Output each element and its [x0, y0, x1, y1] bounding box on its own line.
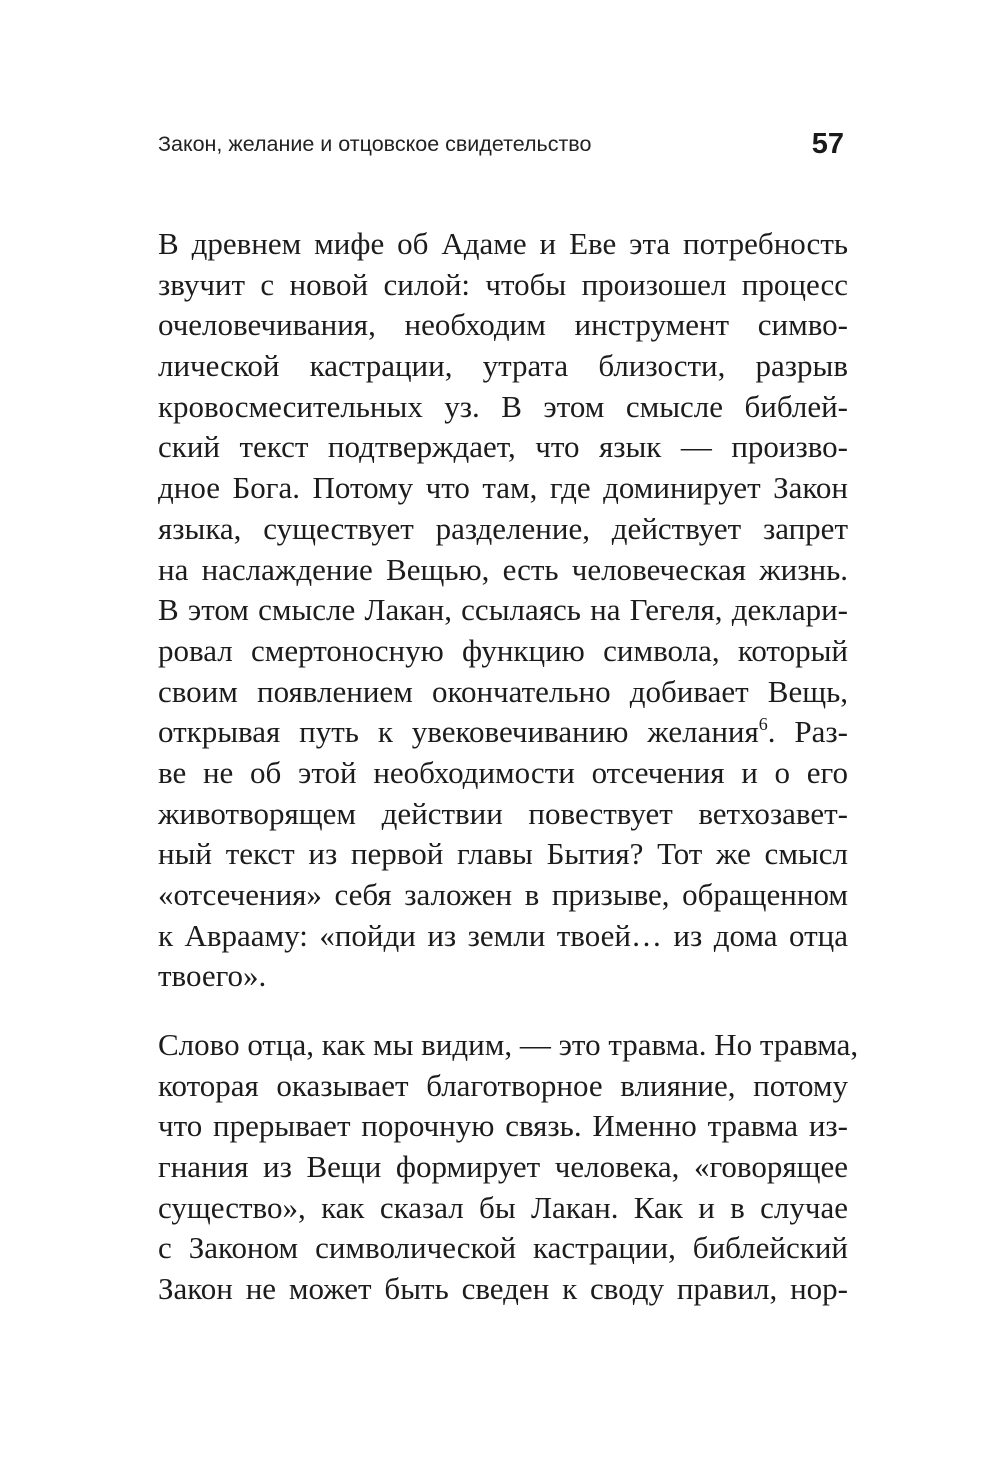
- paragraph-2: [158, 1025, 859, 1310]
- text-line: существо», как сказал бы Лакан. Как и в случае: [158, 1189, 848, 1225]
- text-line-with-footnote: [158, 712, 848, 753]
- footnote-reference: 6: [758, 714, 768, 735]
- text-line: очеловечивания, необходим инструмент симво-: [158, 307, 848, 343]
- text-line: кровосмесительных уз. В этом смысле библей-: [158, 388, 848, 424]
- text-line: ский текст подтверждает, что язык — произво-: [158, 429, 848, 465]
- text-line: которая оказывает благотворное влияние, потому: [158, 1067, 848, 1103]
- text-line: гнания из Вещи формирует человека, «говорящее: [158, 1149, 848, 1185]
- text-line: с Законом символической кастрации, библейский: [158, 1230, 848, 1266]
- text-line: языка, существует разделение, действует запрет: [158, 510, 848, 546]
- text-line: ный текст из первой главы Бытия? Тот же смысл: [158, 836, 848, 872]
- text-line: ровал смертоносную функцию символа, который: [158, 632, 848, 668]
- page-number: 57: [811, 128, 844, 160]
- text-line: Слово отца, как мы видим, — это травма. Но травма,: [158, 1027, 859, 1062]
- text-line: Закон не может быть сведен к своду правил, нор-: [158, 1271, 848, 1307]
- text-line: животворящем действии повествует ветхозавет-: [158, 795, 848, 831]
- running-title: Закон, желание и отцовское свидетельство: [158, 132, 592, 156]
- text-line: лической кастрации, утрата близости, разрыв: [158, 348, 848, 384]
- running-head: [158, 128, 844, 168]
- paragraph-1: [158, 224, 848, 997]
- text-line: твоего».: [158, 958, 267, 994]
- text-line: своим появлением окончательно добивает Вещь,: [158, 673, 848, 709]
- text-line: на наслаждение Вещью, есть человеческая жизнь.: [158, 551, 848, 587]
- text-line: В этом смысле Лакан, ссылаясь на Гегеля, деклари-: [158, 592, 848, 628]
- text-line: к Аврааму: «пойди из земли твоей… из дома отца: [158, 917, 848, 953]
- text-line: В древнем мифе об Адаме и Еве эта потребность: [158, 226, 848, 261]
- text-line: звучит с новой силой: чтобы произошел процесс: [158, 266, 848, 302]
- text-line-end: . Раз-: [767, 714, 848, 750]
- text-line: дное Бога. Потому что там, где доминирует Закон: [158, 470, 848, 506]
- text-line: что прерывает порочную связь. Именно травма из-: [158, 1108, 848, 1144]
- text-line: «отсечения» себя заложен в призыве, обращенном: [158, 877, 848, 912]
- text-line-start: открывая путь к увековечиванию желания: [158, 714, 759, 750]
- text-line: ве не об этой необходимости отсечения и о его: [158, 754, 848, 790]
